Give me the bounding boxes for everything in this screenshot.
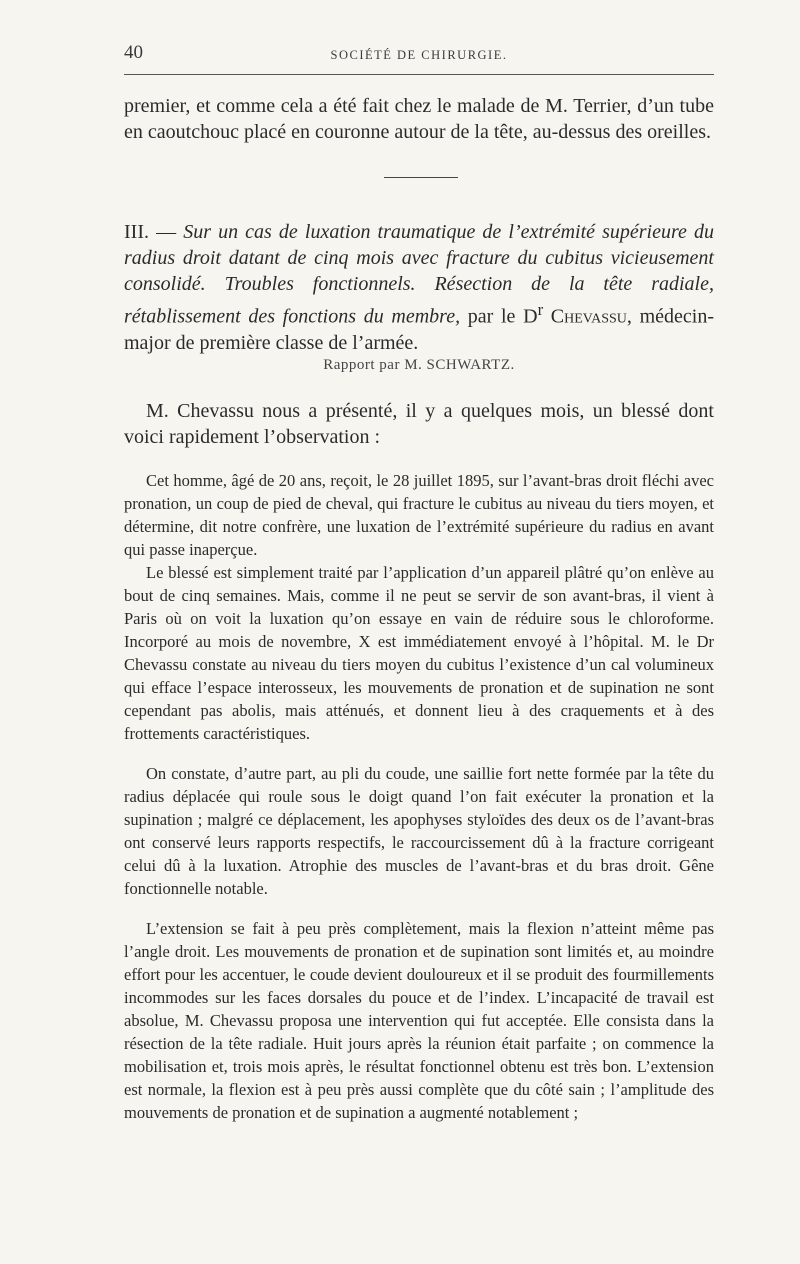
author-prefix: par le D bbox=[460, 305, 538, 328]
section-number: III. — bbox=[124, 221, 184, 243]
author-title-sup: r bbox=[537, 300, 544, 319]
report-attribution: Rapport par M. SCHWARTZ. bbox=[323, 357, 515, 373]
observation-paragraph-2: Le blessé est simplement traité par l’application d’un appareil plâtré qu’on enlève au bout de cinq semaines. Mais, comme il ne peut se servir de son avant-bras, il vient à Paris où on voit la luxation qu’on essaye en vain de réduire sous le chloroforme. Incorporé au mois de novembre, X est immédiatement envoyé à l’hôpital. M. le Dr Chevassu constate au niveau du tiers moyen du cubitus l’existence d’un cal volumineux qui efface l’espace interosseux, les mouvements de pronation et de supination ne sont cependant pas abolis, mais atténués, et donnent lieu à des craquements et à des frottements caractéristiques. bbox=[124, 563, 714, 743]
page-number: 40 bbox=[124, 42, 143, 63]
running-head bbox=[124, 40, 714, 68]
author-suffix: , médecin-major de première classe de l’armée. bbox=[124, 305, 714, 354]
author-name: Chevassu bbox=[543, 305, 627, 328]
section-heading bbox=[124, 219, 714, 356]
intro-paragraph: M. Chevassu nous a présenté, il y a quelques mois, un blessé dont voici rapidement l’observation : bbox=[124, 400, 714, 448]
continuation-paragraph: premier, et comme cela a été fait chez le malade de M. Terrier, d’un tube en caoutchouc placé en couronne autour de la tête, au-dessus des oreilles. bbox=[124, 95, 714, 143]
observation-paragraph-1: Cet homme, âgé de 20 ans, reçoit, le 28 juillet 1895, sur l’avant-bras droit fléchi avec pronation, un coup de pied de cheval, qui fracture le cubitus au niveau du tiers moyen, et détermine, dit notre confrère, une luxation de l’extrémité supérieure du radius en avant qui passe inaperçue. bbox=[124, 471, 714, 559]
running-title: SOCIÉTÉ DE CHIRURGIE. bbox=[330, 48, 508, 62]
observation-paragraph-4: L’extension se fait à peu près complètement, mais la flexion n’atteint même pas l’angle droit. Les mouvements de pronation et de supination sont limités et, au moindre effort pour les accentuer, le coude devient douloureux et il se produit des fourmillements incommodes sur les faces dorsales du pouce et de l’index. L’incapacité de travail est absolue, M. Chevassu proposa une intervention qui fut acceptée. Elle consista dans la résection de la tête radiale. Huit jours après la réunion était parfaite ; on commence la mobilisation et, trois mois après, le résultat fonctionnel obtenu est très bon. L’extension est normale, la flexion est à peu près aussi complète que du côté sain ; l’amplitude des mouvements de pronation et de supination a augmenté notablement ; bbox=[124, 919, 714, 1122]
section-separator bbox=[384, 177, 458, 178]
header-rule bbox=[124, 74, 714, 75]
observation-paragraph-3: On constate, d’autre part, au pli du coude, une saillie fort nette formée par la tête du radius déplacée qui roule sous le doigt quand l’on fait exécuter la pronation et la supination ; malgré ce déplacement, les apophyses styloïdes des deux os de l’avant-bras ont conservé leurs rapports respectifs, le raccourcissement dû à la fracture corrigeant celui dû à la luxation. Atrophie des muscles de l’avant-bras et du bras droit. Gêne fonctionnelle notable. bbox=[124, 764, 714, 898]
section-title-text: Sur un cas de luxation traumatique de l’extrémité supérieure du radius droit datant de cinq mois avec fracture du cubitus vicieusement consolidé. Troubles fonctionnels. Résection de la tête radiale, rétablissement des fonctions du membre, bbox=[124, 221, 715, 328]
